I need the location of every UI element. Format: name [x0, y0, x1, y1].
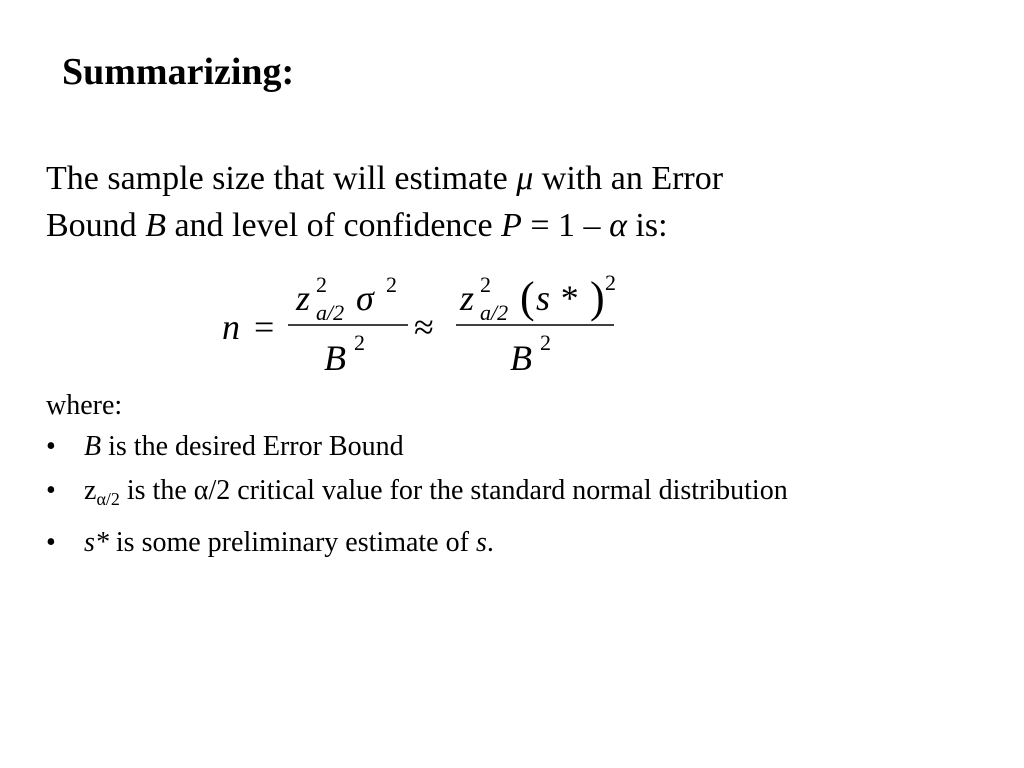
error-bound-symbol: B [145, 207, 166, 244]
slide-title: Summarizing: [62, 51, 295, 93]
intro-text: with an Error [533, 160, 724, 197]
critical-value-var: z [84, 475, 97, 506]
intro-text: The sample size that will estimate [46, 160, 517, 197]
formula-z-sub-1: a/2 [316, 300, 345, 325]
bullet-icon: • [46, 475, 56, 506]
s-var: s [475, 527, 487, 558]
mu-symbol: μ [516, 160, 534, 197]
s-star-var: s* [84, 527, 109, 558]
bullet-text: /2 critical value for the standard normal distribution [208, 475, 788, 506]
bullet-text: is the [119, 475, 194, 506]
intro-text: and level of confidence [165, 207, 502, 244]
formula-B-sup-1: 2 [354, 330, 365, 355]
definitions-list [46, 430, 946, 570]
bullet-icon: • [46, 527, 56, 558]
bullet-text: is some preliminary estimate of [108, 527, 476, 558]
formula-z-1: z [296, 278, 311, 318]
bullet-text: . [486, 527, 494, 558]
formula-paren-sup: 2 [605, 270, 616, 295]
alpha-symbol: α [193, 475, 209, 506]
formula-equals: = [254, 307, 275, 347]
list-item [46, 526, 946, 560]
formula-z-sub-2: a/2 [480, 300, 509, 325]
formula-B-sup-2: 2 [540, 330, 551, 355]
intro-line-2 [46, 202, 946, 249]
formula-left-paren: ( [520, 273, 535, 322]
list-item [46, 474, 946, 516]
formula-sigma: σ [356, 278, 374, 318]
formula-B-2: B [510, 338, 532, 378]
intro-text: = 1 – [521, 207, 610, 244]
intro-paragraph [46, 155, 946, 249]
formula-n: n [222, 307, 240, 347]
formula-z-sup-2: 2 [480, 272, 491, 297]
formula-z-2: z [460, 278, 475, 318]
formula-svg [210, 262, 650, 387]
intro-text: Bound [46, 207, 146, 244]
intro-text: is: [626, 207, 668, 244]
formula-sigma-sup: 2 [386, 272, 397, 297]
formula-z-sup-1: 2 [316, 272, 327, 297]
formula-s-star: s * [536, 278, 578, 318]
formula-approx: ≈ [414, 307, 434, 347]
bullet-text: is the desired Error Bound [101, 431, 404, 462]
confidence-symbol: P [501, 207, 522, 244]
sample-size-formula [210, 262, 650, 387]
formula-B-1: B [324, 338, 346, 378]
formula-right-paren: ) [590, 273, 605, 322]
bullet-icon: • [46, 431, 56, 462]
critical-value-subscript: α/2 [96, 489, 120, 509]
where-label: where: [46, 390, 123, 421]
error-bound-var: B [84, 431, 102, 462]
alpha-symbol: α [609, 207, 627, 244]
list-item [46, 430, 946, 464]
intro-line-1 [46, 155, 946, 202]
